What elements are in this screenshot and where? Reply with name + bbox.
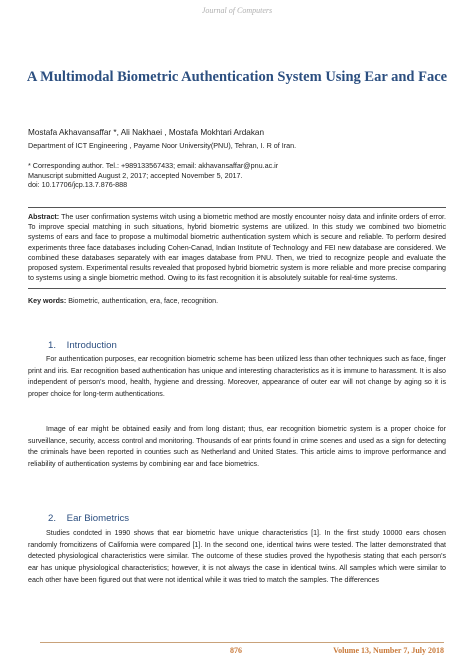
journal-header: Journal of Computers <box>201 6 273 15</box>
corresponding-author: * Corresponding author. Tel.: +989133567433; email: akhavansaffar@pnu.ac.ir <box>28 161 279 170</box>
abstract-label: Abstract: <box>28 213 60 221</box>
keywords-text: Biometric, authentication, era, face, recognition. <box>68 297 219 305</box>
abstract <box>28 212 446 283</box>
section-heading-introduction <box>48 340 117 351</box>
section-title: Ear Biometrics <box>66 513 130 524</box>
paragraph: Image of ear might be obtained easily and from long distant; thus, ear recognition biometric system is a proper choice for surveillance, security, access control and monitoring. Thousands of ear prints found in crime scenes and used as a sign for detecting the criminals have been reported in counties such as Netherland and United States. This article aims to improve performance and reliability of authentication systems by combining ear and face biometrics. <box>28 425 446 469</box>
volume-info: Volume 13, Number 7, July 2018 <box>333 646 444 655</box>
page-number: 876 <box>230 646 242 655</box>
section-number: 1. <box>48 340 57 351</box>
section-title: Introduction <box>66 340 117 351</box>
doi: doi: 10.17706/jcp.13.7.876-888 <box>28 180 128 190</box>
paragraph: Studies condcted in 1990 shows that ear biometric have unique characteristics [1]. In the first study 10000 ears chosen randomly fromcitizens of California were compared [1]. In the second one, identical twins were tested. The latter demonstrated that detected physiological characteristics were similar. The outcome of these studies proved the hypothesis stating that each person's ear has unique physiological characteristics; however, it is not always the case in identical twins. All samples which were similar to each other have been figured out that were not identical while it was tried to match the samples. The differences <box>28 529 446 584</box>
footer-rule <box>40 642 444 643</box>
manuscript-meta <box>28 161 448 190</box>
keywords-label: Key words: <box>28 297 67 305</box>
authors: Mostafa Akhavansaffar *, Ali Nakhaei , Mostafa Mokhtari Ardakan <box>28 128 265 137</box>
section-number: 2. <box>48 513 57 524</box>
affiliation: Department of ICT Engineering , Payame Noor University(PNU), Tehran, I. R of Iran. <box>28 141 297 150</box>
abstract-text: The user confirmation systems witch using a biometric method are mostly encounter noisy data and infinite orders of error. To improve special matching in such situations, hybrid biometric systems are utilized. In this study we combined two biometric systems of ears and face to propose a multimodal biometric authentication system which is secure and reliable. To perform desired experiments three face databases including Cohen-Canad, Indian Institute of Technology and FEI new database are considered. We combined these databases separately with ear images database from PNU. Then, we tried to recognize people and evaluate the proposed system. Experimental results revealed that proposed hybrid biometric system is more reliable and more precise comparing to systems using a single biometric method. Owing to its fast recognition it is absolutely suitable for real-time systems. <box>28 213 446 283</box>
keywords <box>28 297 446 305</box>
paragraph: For authentication purposes, ear recognition biometric scheme has been utilized less than other techniques such as face, finger print and iris. Ear recognition based authentication has unique and interesting characteristics as it is immune to harassment. It is also independent of person's mood, health, hygiene and dressing. Moreover, appearance of outer ear will not change by aging so it is proper choice for long-term authentications. <box>28 355 446 399</box>
manuscript-dates: Manuscript submitted August 2, 2017; accepted November 5, 2017. <box>28 170 243 180</box>
page-footer <box>0 642 474 660</box>
section-heading-ear-biometrics <box>48 513 129 524</box>
paper-title: A Multimodal Biometric Authentication System Using Ear and Face <box>26 69 448 85</box>
